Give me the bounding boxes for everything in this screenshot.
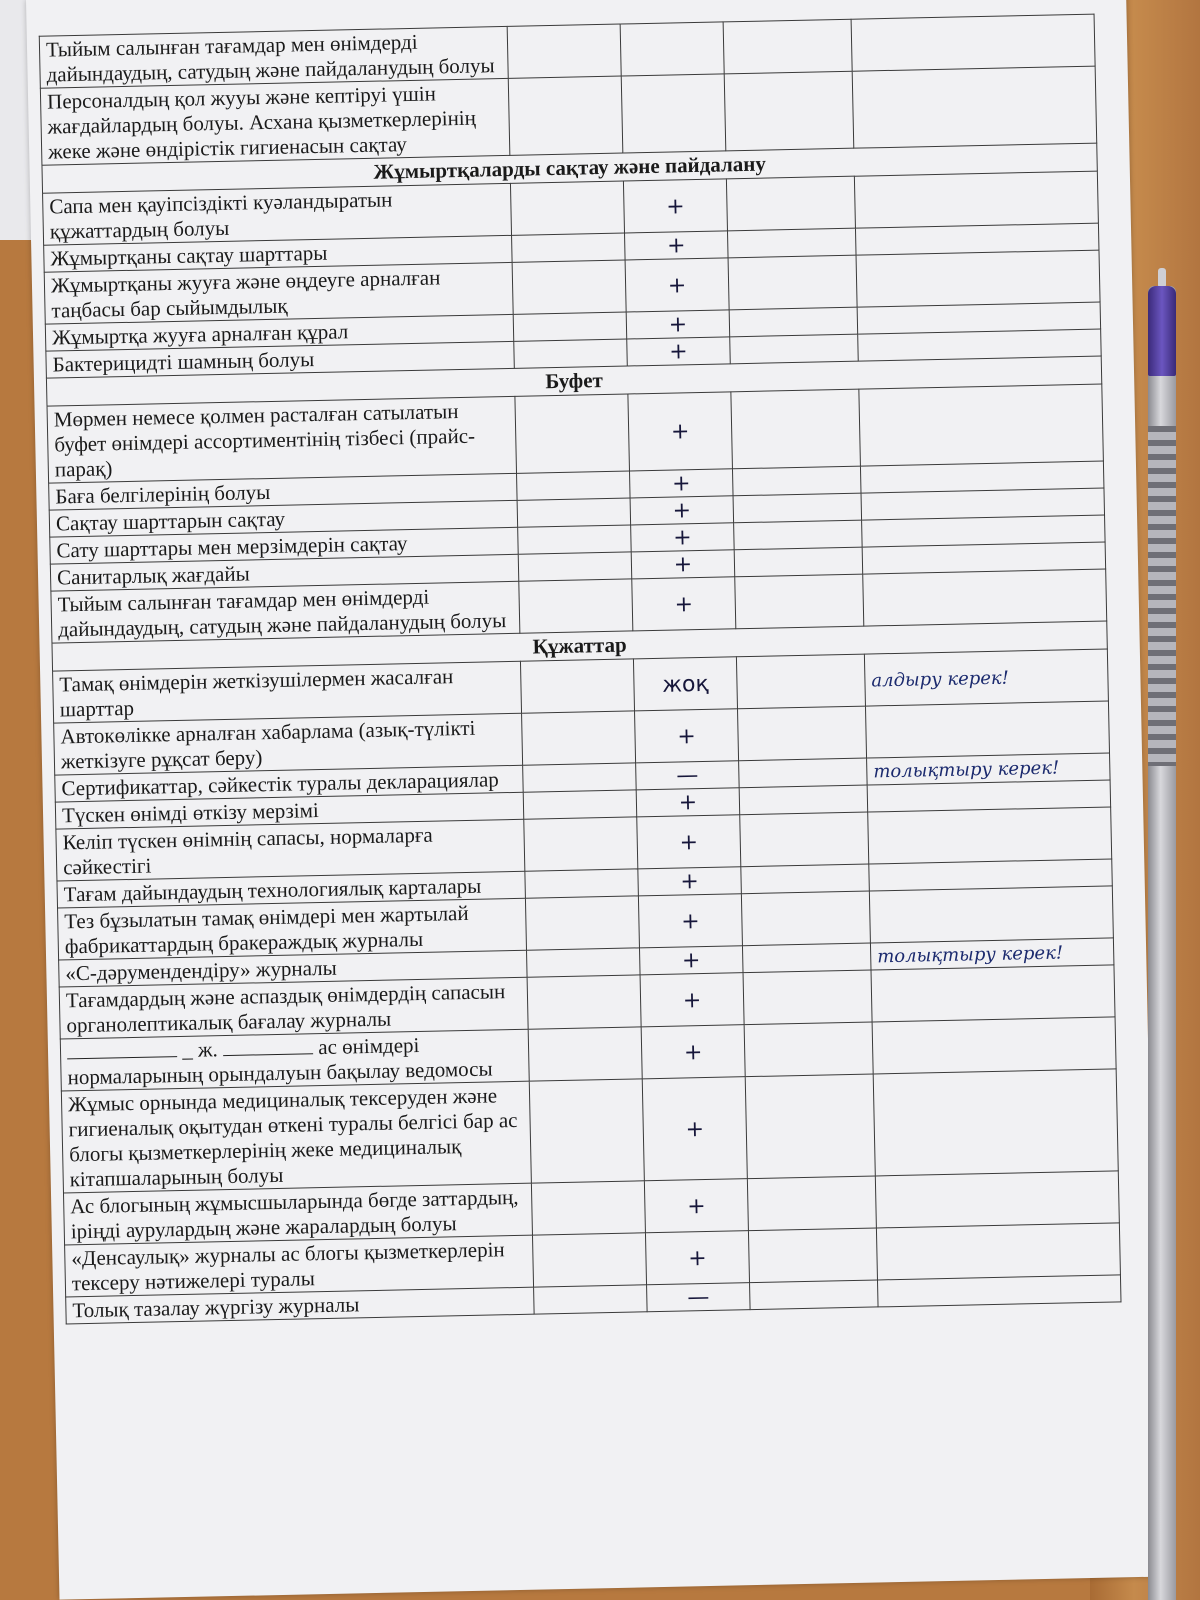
empty-cell [512, 260, 626, 314]
checklist-sheet [26, 0, 1159, 1600]
handwritten-note-cell [876, 1223, 1120, 1280]
item-text-cell: Санитарлық жағдайы [50, 554, 518, 591]
mark-cell: + [628, 392, 733, 471]
mark-cell: + [629, 469, 733, 498]
empty-cell [736, 654, 865, 709]
mark-cell: + [631, 550, 735, 579]
empty-cell [522, 711, 636, 765]
handwritten-note-cell [871, 965, 1115, 1022]
item-text-cell: Түскен өнімді өткізу мерзімі [55, 792, 523, 829]
mark-cell: + [639, 946, 743, 975]
item-text-cell: Персоналдың қол жууы және кептіруі үшін жағдайлардың болуы. Асхана қызметкерлерінің жеке және өндірістік гигиенасын сақтау [40, 78, 510, 165]
blank-line [223, 1035, 313, 1056]
empty-cell [531, 1181, 645, 1235]
empty-cell [724, 71, 854, 151]
handwritten-note-cell [869, 886, 1113, 943]
item-text-cell: Жұмыс орнында медициналық тексеруден және гигиеналық оқытудан өткені туралы белгісі бар ас блогы қызметкерлерінің жеке медициналық кітапшаларының болуы [61, 1081, 531, 1193]
empty-cell [527, 948, 641, 977]
item-text-cell: Сақтау шарттарын сақтау [49, 500, 517, 537]
section-title: Жұмыртқаларды сақтау және пайдалану [42, 143, 1097, 193]
pen-cap [1148, 286, 1176, 376]
mark-cell: + [638, 894, 742, 948]
empty-cell [525, 896, 639, 950]
handwritten-note-cell [865, 701, 1109, 758]
blank-line [67, 1038, 177, 1059]
empty-cell [517, 498, 631, 527]
empty-cell [507, 24, 621, 78]
handwritten-note-cell [868, 807, 1112, 864]
mark-cell: + [626, 310, 730, 339]
empty-cell [734, 547, 863, 577]
handwritten-note-cell [875, 1171, 1119, 1228]
mark-cell: + [645, 1231, 749, 1285]
empty-cell [748, 1228, 877, 1283]
mark-cell: + [625, 231, 729, 260]
mark-cell: жоқ [633, 657, 737, 711]
empty-cell [743, 970, 872, 1025]
mark-cell: — [636, 761, 740, 790]
empty-cell [515, 394, 630, 473]
empty-cell [512, 233, 626, 262]
empty-cell [732, 466, 861, 496]
underscore: _ [176, 1037, 199, 1063]
empty-cell [745, 1074, 875, 1179]
item-text-cell: Жұмыртқа жууға арналған құрал [45, 314, 513, 351]
handwritten-note-cell [859, 384, 1104, 466]
item-text-cell: «Денсаулық» журналы ас блогы қызметкерлерін тексеру нәтижелері туралы [65, 1235, 534, 1297]
item-text-cell [60, 1029, 529, 1091]
mark-cell: + [638, 867, 742, 896]
empty-cell [741, 891, 870, 946]
mark-cell: + [630, 496, 734, 525]
empty-cell [532, 1233, 646, 1287]
mark-cell: + [636, 788, 740, 817]
empty-cell [750, 1280, 879, 1310]
mark-cell: + [637, 815, 741, 869]
handwritten-note-cell: алдыру керек! [864, 649, 1108, 706]
handwritten-note-cell [877, 1275, 1121, 1307]
handwritten-note-cell [872, 1017, 1116, 1074]
pen [1148, 286, 1176, 1600]
handwritten-note-cell [851, 14, 1095, 71]
empty-cell [744, 1022, 873, 1077]
empty-cell [723, 19, 852, 74]
item-text-cell: «С-дәрумендендіру» журналы [59, 950, 527, 987]
empty-cell [726, 176, 855, 231]
mark-cell: + [632, 577, 736, 631]
empty-cell [730, 334, 859, 364]
empty-cell [728, 255, 857, 310]
item-text-cell: Тыйым салынған тағамдар мен өнімдерді дайындаудың, сатудың және пайдаланудың болуы [51, 581, 520, 643]
empty-cell [747, 1176, 876, 1231]
handwritten-note-cell: толықтыру керек! [870, 938, 1114, 970]
empty-cell [528, 1027, 642, 1081]
mark-cell [621, 74, 726, 153]
handwritten-note-cell [852, 66, 1097, 148]
item-text-cell: Келіп түскен өнімнің сапасы, нормаларға сәйкестігі [56, 819, 525, 881]
mark-cell: + [623, 179, 727, 233]
section-title: Буфет [46, 356, 1101, 406]
empty-cell [740, 812, 869, 867]
empty-cell [735, 574, 864, 629]
empty-cell [523, 763, 637, 792]
handwritten-note-cell [854, 171, 1098, 228]
empty-cell [733, 493, 862, 523]
item-text-cell: Тыйым салынған тағамдар мен өнімдерді дайындаудың, сатудың және пайдаланудың болуы [39, 26, 508, 88]
mark-cell: + [644, 1179, 748, 1233]
empty-cell [514, 339, 628, 368]
empty-cell [523, 790, 637, 819]
empty-cell [731, 389, 861, 469]
mark-cell: + [642, 1077, 747, 1181]
mark-cell: + [640, 973, 744, 1027]
item-text-cell: Жұмыртқаны жууға және өңдеуге арналған таңбасы бар сыйымдылық [44, 262, 513, 324]
table-body [39, 14, 1121, 1324]
item-text-cell: Сертификаттар, сәйкестік туралы декларациялар [55, 765, 523, 802]
empty-cell [517, 471, 631, 500]
item-text-cell: Сапа мен қауіпсіздікті куәландыратын құжаттардың болуы [43, 183, 512, 245]
section-title: Құжаттар [52, 621, 1107, 671]
empty-cell [518, 552, 632, 581]
item-text-cell: Толық тазалау жүргізу журналы [66, 1287, 534, 1324]
item-text-cell: Баға белгілерінің болуы [49, 473, 517, 510]
item-text-cell: Ас блогының жұмысшыларында бөгде заттардың, іріңді аурулардың және жаралардың болуы [63, 1183, 532, 1245]
item-text-cell: Тамақ өнімдерін жеткізушілермен жасалған шарттар [53, 661, 522, 723]
empty-cell [739, 758, 868, 788]
item-text-part: ас өнімдері нормаларының орындалуын бақылау ведомосы [67, 1032, 493, 1090]
item-text-cell: Мөрмен немесе қолмен расталған сатылатын буфет өнімдері ассортиментінің тізбесі (прайс-парақ) [47, 396, 517, 483]
empty-cell [529, 1079, 644, 1183]
mark-cell: + [631, 523, 735, 552]
handwritten-note-cell [873, 1069, 1118, 1176]
pen-tip [1158, 268, 1166, 288]
empty-cell [520, 659, 634, 713]
item-text-cell: Тез бұзылатын тамақ өнімдері мен жартылай фабрикаттардың бракераждық журналы [58, 898, 527, 960]
item-text-cell: Автокөлікке арналған хабарлама (азық-түлікті жеткізуге рұқсат беру) [54, 713, 523, 775]
empty-cell [513, 312, 627, 341]
empty-cell [527, 975, 641, 1029]
item-text-part: ж. [197, 1037, 219, 1062]
handwritten-note-cell: толықтыру керек! [867, 753, 1111, 785]
pen-grip [1148, 426, 1176, 766]
empty-cell [525, 869, 639, 898]
empty-cell [510, 181, 624, 235]
empty-cell [741, 864, 870, 894]
mark-cell: + [635, 709, 739, 763]
item-text-cell: Жұмыртқаны сақтау шарттары [44, 235, 512, 272]
handwritten-note-cell [856, 250, 1100, 307]
empty-cell [534, 1285, 648, 1314]
empty-cell [739, 785, 868, 815]
empty-cell [519, 579, 633, 633]
item-text-cell: Сату шарттары мен мерзімдерін сақтау [50, 527, 518, 564]
mark-cell: + [641, 1025, 745, 1079]
inspection-table [39, 14, 1122, 1325]
empty-cell [734, 520, 863, 550]
empty-cell [727, 228, 856, 258]
empty-cell [508, 76, 623, 155]
item-text-cell: Тағам дайындаудың технологиялық карталары [57, 871, 525, 908]
mark-cell: — [647, 1283, 751, 1312]
empty-cell [742, 943, 871, 973]
empty-cell [729, 307, 858, 337]
empty-cell [524, 817, 638, 871]
mark-cell: + [625, 258, 729, 312]
mark-cell: + [627, 337, 731, 366]
item-text-cell: Бактерицидті шамның болуы [46, 341, 514, 378]
handwritten-note-cell [863, 569, 1107, 626]
mark-cell [620, 22, 724, 76]
empty-cell [737, 706, 866, 761]
item-text-cell: Тағамдардың және аспаздық өнімдердің сапасын органолептикалық бағалау журналы [59, 977, 528, 1039]
empty-cell [518, 525, 632, 554]
